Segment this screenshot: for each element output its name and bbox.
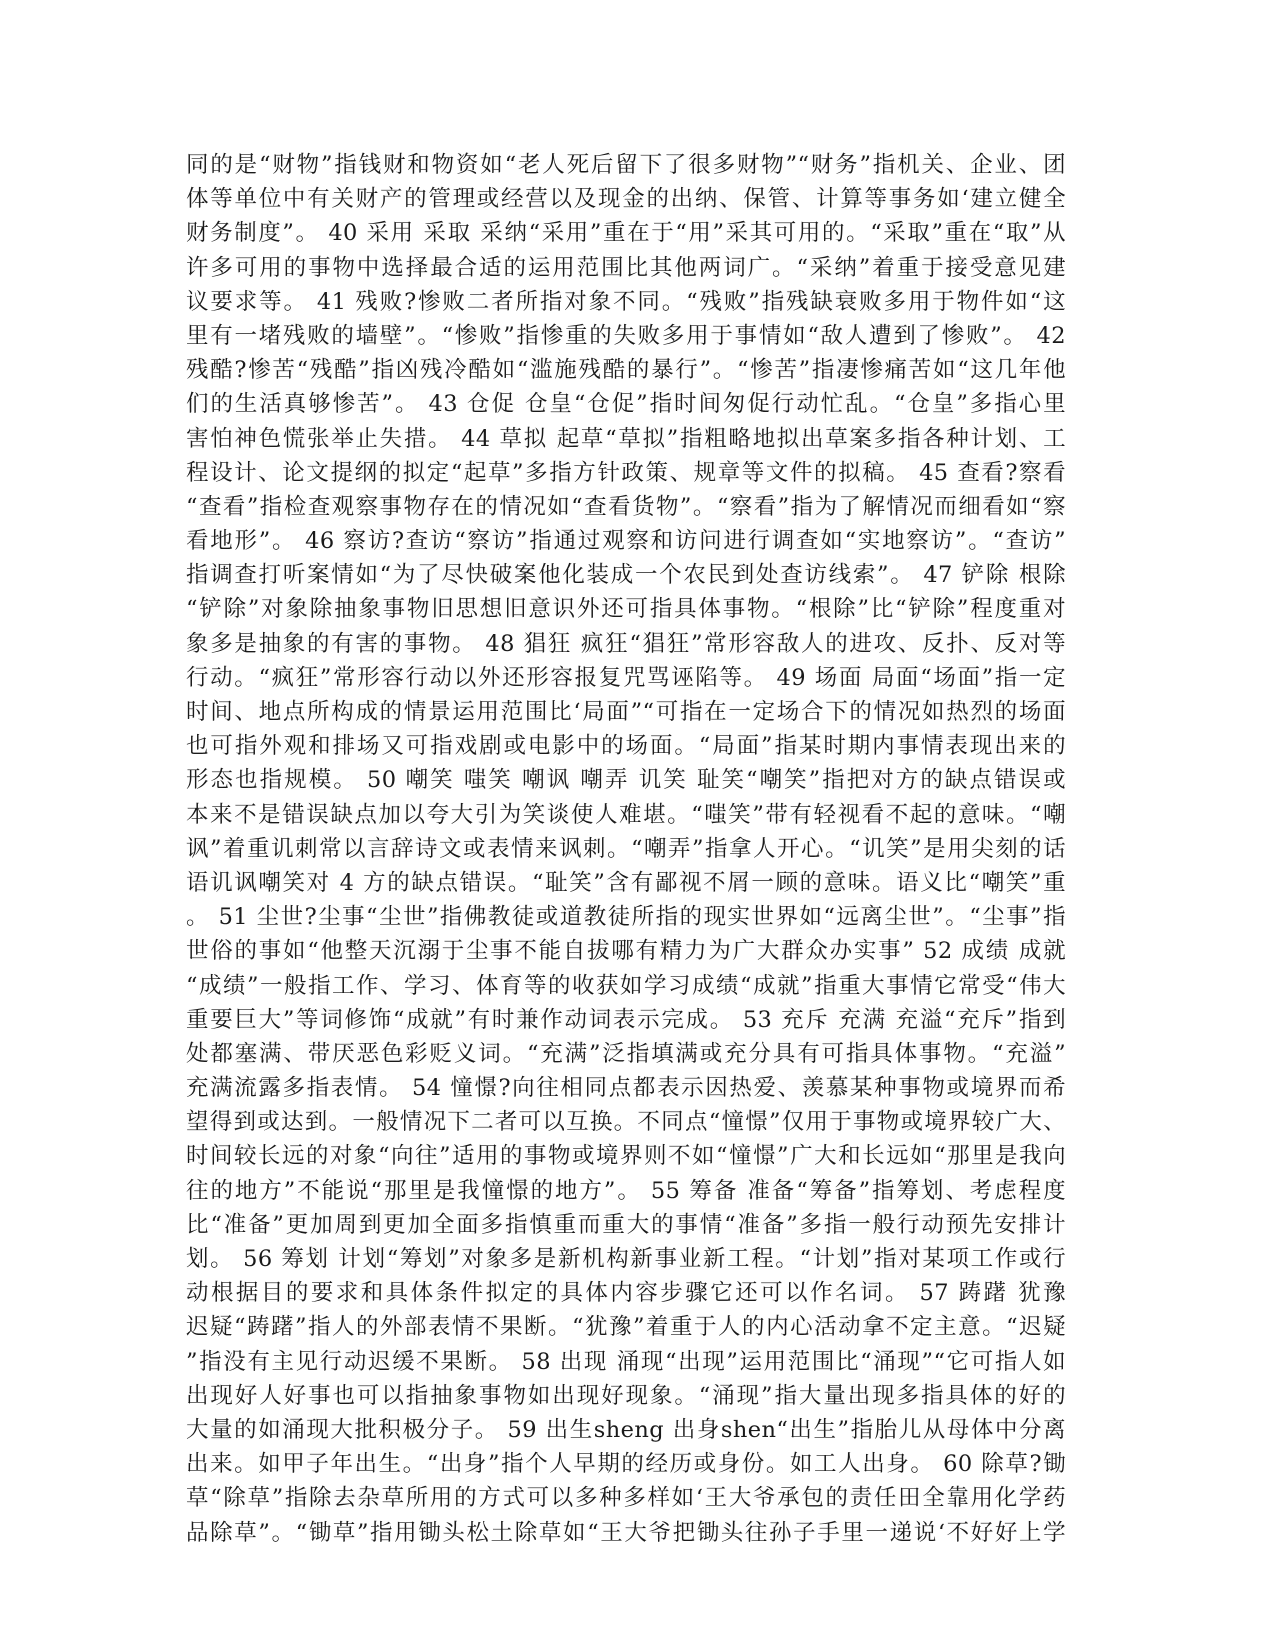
text-line: 行动。“疯狂”常形容行动以外还形容报复咒骂诬陷等。 49 场面 局面“场面”指一定 bbox=[186, 664, 1066, 691]
text-line: 时间较长远的对象“向往”适用的事物或境界则不如“憧憬”广大和长远如“那里是我向 bbox=[186, 1143, 1066, 1170]
text-line: 本来不是错误缺点加以夸大引为笑谈使人难堪。“嗤笑”带有轻视看不起的意味。“嘲 bbox=[186, 801, 1066, 828]
text-line: 们的生活真够惨苦”。 43 仓促 仓皇“仓促”指时间匆促行动忙乱。“仓皇”多指心里 bbox=[186, 391, 1066, 418]
text-line: 大量的如涌现大批积极分子。 59 出生sheng 出身shen“出生”指胎儿从母体中分离 bbox=[186, 1416, 1066, 1443]
text-line: 划。 56 筹划 计划“筹划”对象多是新机构新事业新工程。“计划”指对某项工作或行 bbox=[186, 1246, 1066, 1272]
text-line: 也可指外观和排场又可指戏剧或电影中的场面。“局面”指某时期内事情表现出来的 bbox=[186, 733, 1066, 760]
text-line: 处都塞满、带厌恶色彩贬义词。“充满”泛指填满或充分具有可指具体事物。“充溢” bbox=[186, 1040, 1066, 1067]
text-line: 草“除草”指除去杂草所用的方式可以多种多样如‘王大爷承包的责任田全靠用化学药 bbox=[186, 1485, 1066, 1512]
text-line: “查看”指检查观察事物存在的情况如“查看货物”。“察看”指为了解情况而细看如“察 bbox=[186, 493, 1066, 520]
text-line: ”指没有主见行动迟缓不果断。 58 出现 涌现“出现”运用范围比“涌现”“它可指人如 bbox=[186, 1348, 1066, 1375]
text-line: 动根据目的要求和具体条件拟定的具体内容步骤它还可以作名词。 57 踌躇 犹豫 bbox=[186, 1280, 1066, 1307]
text-line: 议要求等。 41 残败?惨败二者所指对象不同。“残败”指残缺衰败多用于物件如“这 bbox=[186, 288, 1066, 315]
text-line: 望得到或达到。一般情况下二者可以互换。不同点“憧憬”仅用于事物或境界较广大、 bbox=[186, 1109, 1066, 1136]
text-line: 形态也指规模。 50 嘲笑 嗤笑 嘲讽 嘲弄 讥笑 耻笑“嘲笑”指把对方的缺点错误或 bbox=[186, 767, 1066, 794]
text-line: 财务制度”。 40 采用 采取 采纳“采用”重在于“用”采其可用的。“采取”重在“取”从 bbox=[186, 220, 1066, 247]
text-line: 程设计、论文提纲的拟定“起草”多指方针政策、规章等文件的拟稿。 45 查看?察看 bbox=[186, 459, 1066, 486]
text-line: 语讥讽嘲笑对 4 方的缺点错误。“耻笑”含有鄙视不屑一顾的意味。语义比“嘲笑”重 bbox=[186, 869, 1066, 896]
text-line: 充满流露多指表情。 54 憧憬?向往相同点都表示因热爱、羡慕某种事物或境界而希 bbox=[186, 1075, 1066, 1102]
text-line: 里有一堵残败的墙壁”。“惨败”指惨重的失败多用于事情如“敌人遭到了惨败”。 42 bbox=[186, 322, 1066, 349]
text-line: “铲除”对象除抽象事物旧思想旧意识外还可指具体事物。“根除”比“铲除”程度重对 bbox=[186, 596, 1066, 623]
text-line: 比“准备”更加周到更加全面多指慎重而重大的事情“准备”多指一般行动预先安排计 bbox=[186, 1211, 1066, 1238]
text-line: 同的是“财物”指钱财和物资如“老人死后留下了很多财物”“财务”指机关、企业、团 bbox=[186, 152, 1066, 178]
text-line: 害怕神色慌张举止失措。 44 草拟 起草“草拟”指粗略地拟出草案多指各种计划、工 bbox=[186, 425, 1066, 452]
text-line: 往的地方”不能说“那里是我憧憬的地方”。 55 筹备 准备“筹备”指筹划、考虑程度 bbox=[186, 1177, 1066, 1204]
text-line: 象多是抽象的有害的事物。 48 猖狂 疯狂“猖狂”常形容敌人的进攻、反扑、反对等 bbox=[186, 630, 1066, 657]
text-line: 迟疑“踌躇”指人的外部表情不果断。“犹豫”着重于人的内心活动拿不定主意。“迟疑 bbox=[186, 1314, 1066, 1341]
text-line: 。 51 尘世?尘事“尘世”指佛教徒或道教徒所指的现实世界如“远离尘世”。“尘事”指 bbox=[186, 904, 1066, 931]
text-line: “成绩”一般指工作、学习、体育等的收获如学习成绩“成就”指重大事情它常受“伟大 bbox=[186, 972, 1066, 999]
text-line: 出来。如甲子年出生。“出身”指个人早期的经历或身份。如工人出身。 60 除草?锄 bbox=[186, 1451, 1066, 1478]
text-line: 许多可用的事物中选择最合适的运用范围比其他两词广。“采纳”着重于接受意见建 bbox=[186, 254, 1066, 281]
text-line: 出现好人好事也可以指抽象事物如出现好现象。“涌现”指大量出现多指具体的好的 bbox=[186, 1382, 1066, 1409]
body-text bbox=[186, 148, 1066, 1550]
text-line: 体等单位中有关财产的管理或经营以及现金的出纳、保管、计算等事务如‘建立健全 bbox=[186, 186, 1066, 213]
text-line: 残酷?惨苦“残酷”指凶残冷酷如“滥施残酷的暴行”。“惨苦”指凄惨痛苦如“这几年他 bbox=[186, 357, 1066, 384]
text-line: 品除草”。“锄草”指用锄头松土除草如“王大爷把锄头往孙子手里一递说‘不好好上学 bbox=[186, 1519, 1066, 1546]
text-line: 讽”着重讥刺常以言辞诗文或表情来讽刺。“嘲弄”指拿人开心。“讥笑”是用尖刻的话 bbox=[186, 835, 1066, 862]
text-line: 世俗的事如“他整天沉溺于尘事不能自拔哪有精力为广大群众办实事” 52 成绩 成就 bbox=[186, 938, 1066, 965]
text-line: 时间、地点所构成的情景运用范围比‘局面”“可指在一定场合下的情况如热烈的场面 bbox=[186, 699, 1066, 725]
text-line: 指调查打听案情如“为了尽快破案他化装成一个农民到处查访线索”。 47 铲除 根除 bbox=[186, 562, 1066, 589]
text-line: 重要巨大”等词修饰“成就”有时兼作动词表示完成。 53 充斥 充满 充溢“充斥”指到 bbox=[186, 1006, 1066, 1033]
text-line: 看地形”。 46 察访?查访“察访”指通过观察和访问进行调查如“实地察访”。“查访” bbox=[186, 528, 1066, 555]
